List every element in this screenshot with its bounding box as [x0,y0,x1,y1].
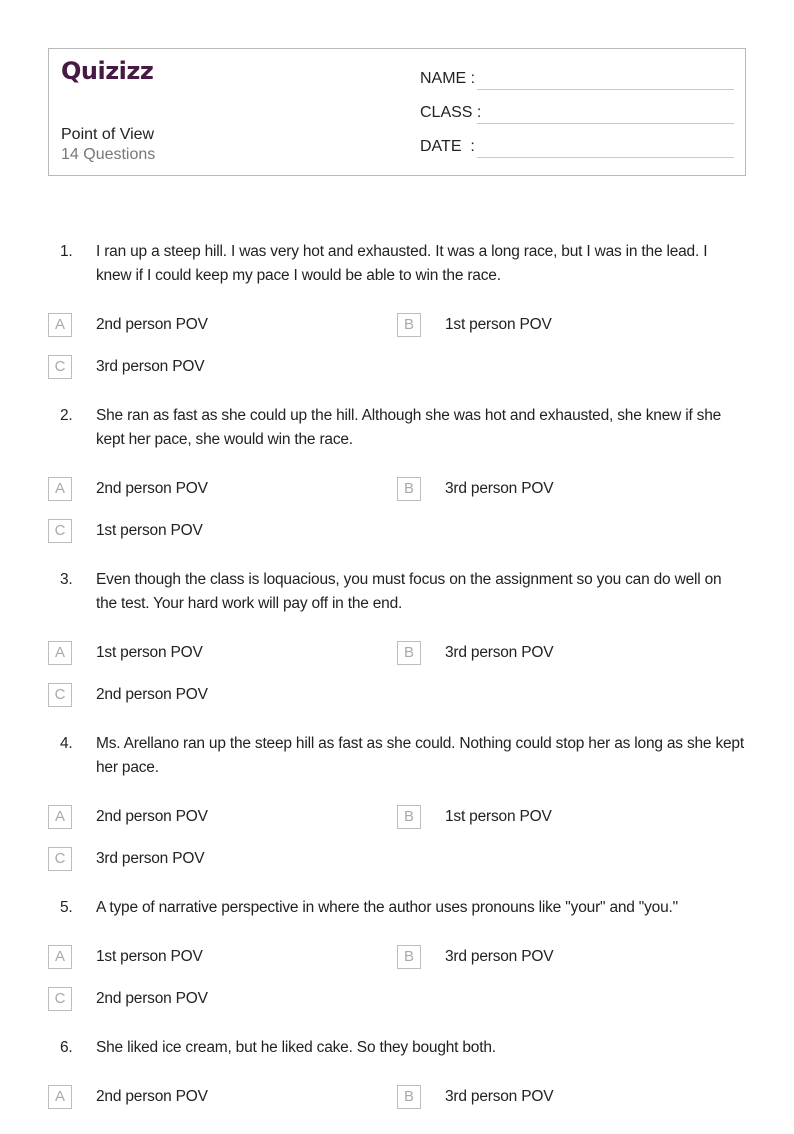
answer-options [0,805,794,871]
option-letter-box[interactable]: C [48,355,72,379]
question-prompt [0,568,794,616]
question-text: She liked ice cream, but he liked cake. So they bought both. [96,1039,496,1056]
answer-options [0,1085,794,1109]
option-row [0,519,794,543]
question-number: 1. [60,243,73,260]
name-line [477,89,734,90]
question-number: 2. [60,407,73,424]
question-text: Even though the class is loquacious, you must focus on the assignment so you can do well on the test. Your hard work will pay off in the end. [96,571,722,612]
worksheet-title: Point of View [61,126,155,143]
option-letter-box[interactable]: B [397,805,421,829]
answer-options [0,313,794,379]
option-text: 3rd person POV [445,644,554,661]
option-text: 1st person POV [96,522,203,539]
question [0,240,794,379]
question-prompt [0,1036,794,1060]
question [0,1036,794,1109]
question-prompt [0,240,794,288]
option-letter-box[interactable]: A [48,313,72,337]
option-letter-box[interactable]: B [397,945,421,969]
question [0,568,794,707]
option-row [0,477,794,501]
name-field[interactable] [420,66,734,90]
option-row [0,945,794,969]
option-text: 3rd person POV [96,850,205,867]
question-number: 3. [60,571,73,588]
option-letter-box[interactable]: A [48,477,72,501]
option-letter-box[interactable]: A [48,641,72,665]
class-label: CLASS : [420,104,482,121]
quizizz-logo: Quizizz [61,57,154,85]
answer-options [0,945,794,1011]
worksheet-header [48,48,746,176]
option-text: 2nd person POV [96,480,208,497]
option-text: 3rd person POV [96,358,205,375]
option-letter-box[interactable]: C [48,847,72,871]
option-text: 2nd person POV [96,808,208,825]
option-letter-box[interactable]: A [48,945,72,969]
question-prompt [0,404,794,452]
date-label: DATE : [420,138,475,155]
answer-options [0,477,794,543]
option-letter-box[interactable]: C [48,519,72,543]
option-row [0,313,794,337]
option-row [0,847,794,871]
option-letter-box[interactable]: B [397,313,421,337]
option-text: 2nd person POV [96,686,208,703]
option-text: 1st person POV [96,644,203,661]
question-number: 5. [60,899,73,916]
question [0,732,794,871]
answer-options [0,641,794,707]
question-count: 14 Questions [61,146,156,163]
question-text: Ms. Arellano ran up the steep hill as fast as she could. Nothing could stop her as long as she kept her pace. [96,735,744,776]
option-row [0,1085,794,1109]
option-letter-box[interactable]: C [48,683,72,707]
option-row [0,355,794,379]
option-text: 1st person POV [96,948,203,965]
option-text: 2nd person POV [96,316,208,333]
date-field[interactable] [420,134,734,158]
question-text: She ran as fast as she could up the hill. Although she was hot and exhausted, she knew if she kept her pace, she would win the race. [96,407,722,448]
question-text: A type of narrative perspective in where the author uses pronouns like ''your" and "you." [96,899,678,916]
option-row [0,683,794,707]
question-text: I ran up a steep hill. I was very hot and exhausted. It was a long race, but I was in the lead. I knew if I could keep my pace I would be able to win the race. [96,243,708,284]
option-letter-box[interactable]: C [48,987,72,1011]
option-letter-box[interactable]: A [48,1085,72,1109]
class-line [477,123,734,124]
question [0,404,794,543]
option-letter-box[interactable]: B [397,1085,421,1109]
name-label: NAME : [420,70,476,87]
question-prompt [0,732,794,780]
option-text: 2nd person POV [96,990,208,1007]
question-prompt [0,896,794,920]
option-letter-box[interactable]: A [48,805,72,829]
option-row [0,805,794,829]
option-text: 2nd person POV [96,1088,208,1105]
date-line [477,157,734,158]
option-text: 3rd person POV [445,948,554,965]
class-field[interactable] [420,100,734,124]
question [0,896,794,1011]
question-number: 4. [60,735,73,752]
option-row [0,641,794,665]
option-letter-box[interactable]: B [397,641,421,665]
option-letter-box[interactable]: B [397,477,421,501]
option-text: 1st person POV [445,316,552,333]
option-row [0,987,794,1011]
question-list [0,240,794,1134]
option-text: 1st person POV [445,808,552,825]
option-text: 3rd person POV [445,480,554,497]
option-text: 3rd person POV [445,1088,554,1105]
question-number: 6. [60,1039,73,1056]
